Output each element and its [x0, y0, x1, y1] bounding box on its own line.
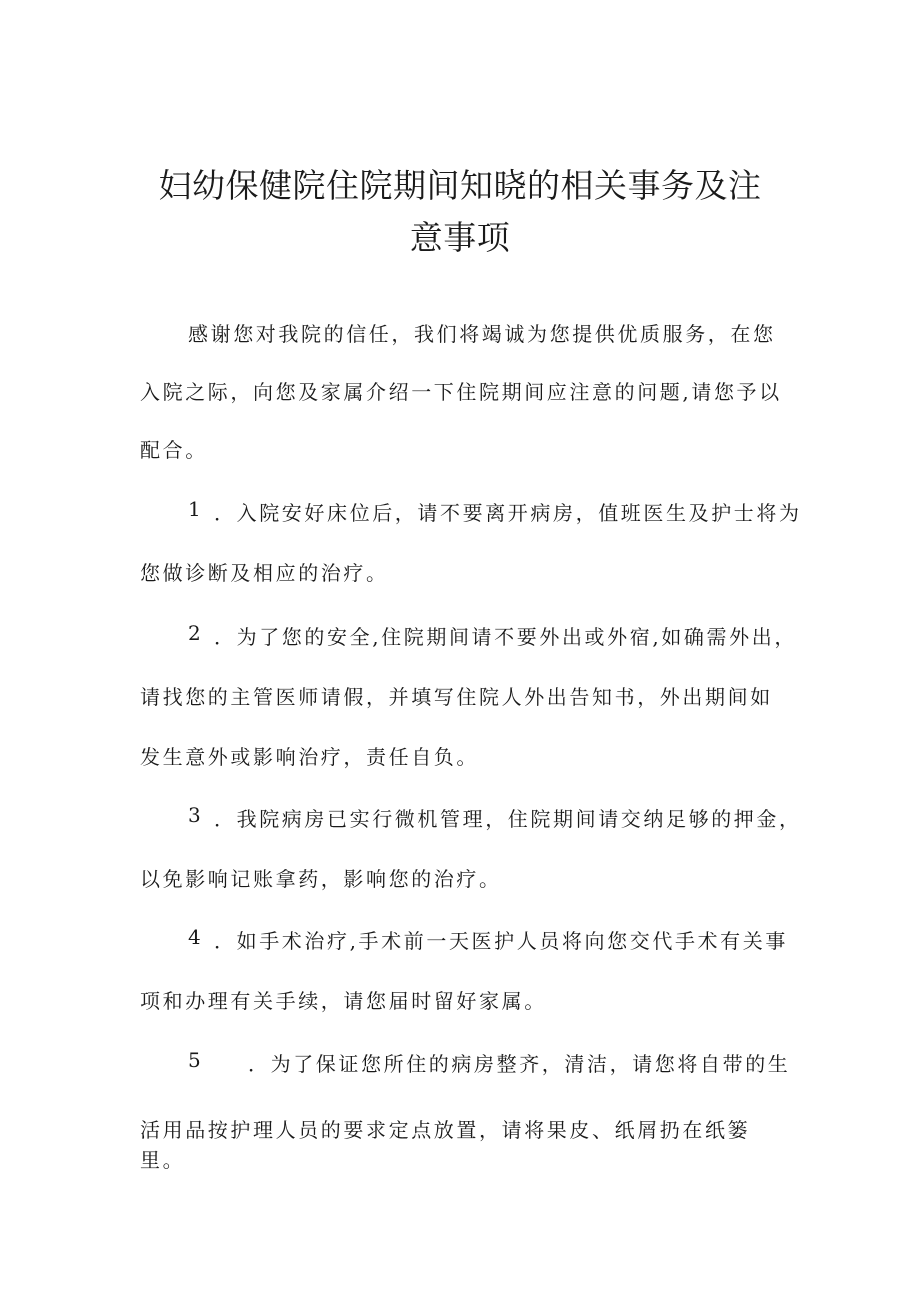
- item-line: ．入院安好床位后，请不要离开病房，值班医生及护士将为: [214, 501, 802, 525]
- item-line: ．为了您的安全,住院期间请不要外出或外宿,如确需外出，: [214, 625, 797, 649]
- document-title: [0, 160, 920, 264]
- item-line: 活用品按护理人员的要求定点放置，请将果皮、纸屑扔在纸篓: [140, 1118, 751, 1142]
- title-line-1: 妇幼保健院住院期间知晓的相关事务及注: [158, 166, 762, 205]
- intro-line: 感谢您对我院的信任，我们将竭诚为您提供优质服务，在您: [188, 322, 776, 346]
- item-number: 4: [188, 925, 204, 949]
- intro-line: 配合。: [140, 438, 208, 462]
- item-line: 以免影响记账拿药，影响您的治疗。: [140, 867, 502, 891]
- item-line: 您做诊断及相应的治疗。: [140, 561, 389, 585]
- item-number: 3: [188, 803, 204, 827]
- item-line: 发生意外或影响治疗，责任自负。: [140, 745, 479, 769]
- intro-line: 入院之际，向您及家属介绍一下住院期间应注意的问题,请您予以: [140, 380, 782, 404]
- item-number: 1: [188, 497, 204, 521]
- item-line: ．如手术治疗,手术前一天医护人员将向您交代手术有关事: [214, 929, 788, 953]
- item-number: 5: [188, 1048, 204, 1072]
- item-line: 请找您的主管医师请假，并填写住院人外出告知书，外出期间如: [140, 685, 773, 709]
- item-line: 里。: [140, 1148, 186, 1172]
- item-number: 2: [188, 621, 204, 645]
- title-line-2: 意事项: [409, 218, 511, 257]
- item-line: ．我院病房已实行微机管理，住院期间请交纳足够的押金，: [214, 807, 802, 831]
- item-line: ．为了保证您所住的病房整齐，清洁，请您将自带的生: [248, 1052, 791, 1076]
- item-line: 项和办理有关手续，请您届时留好家属。: [140, 989, 547, 1013]
